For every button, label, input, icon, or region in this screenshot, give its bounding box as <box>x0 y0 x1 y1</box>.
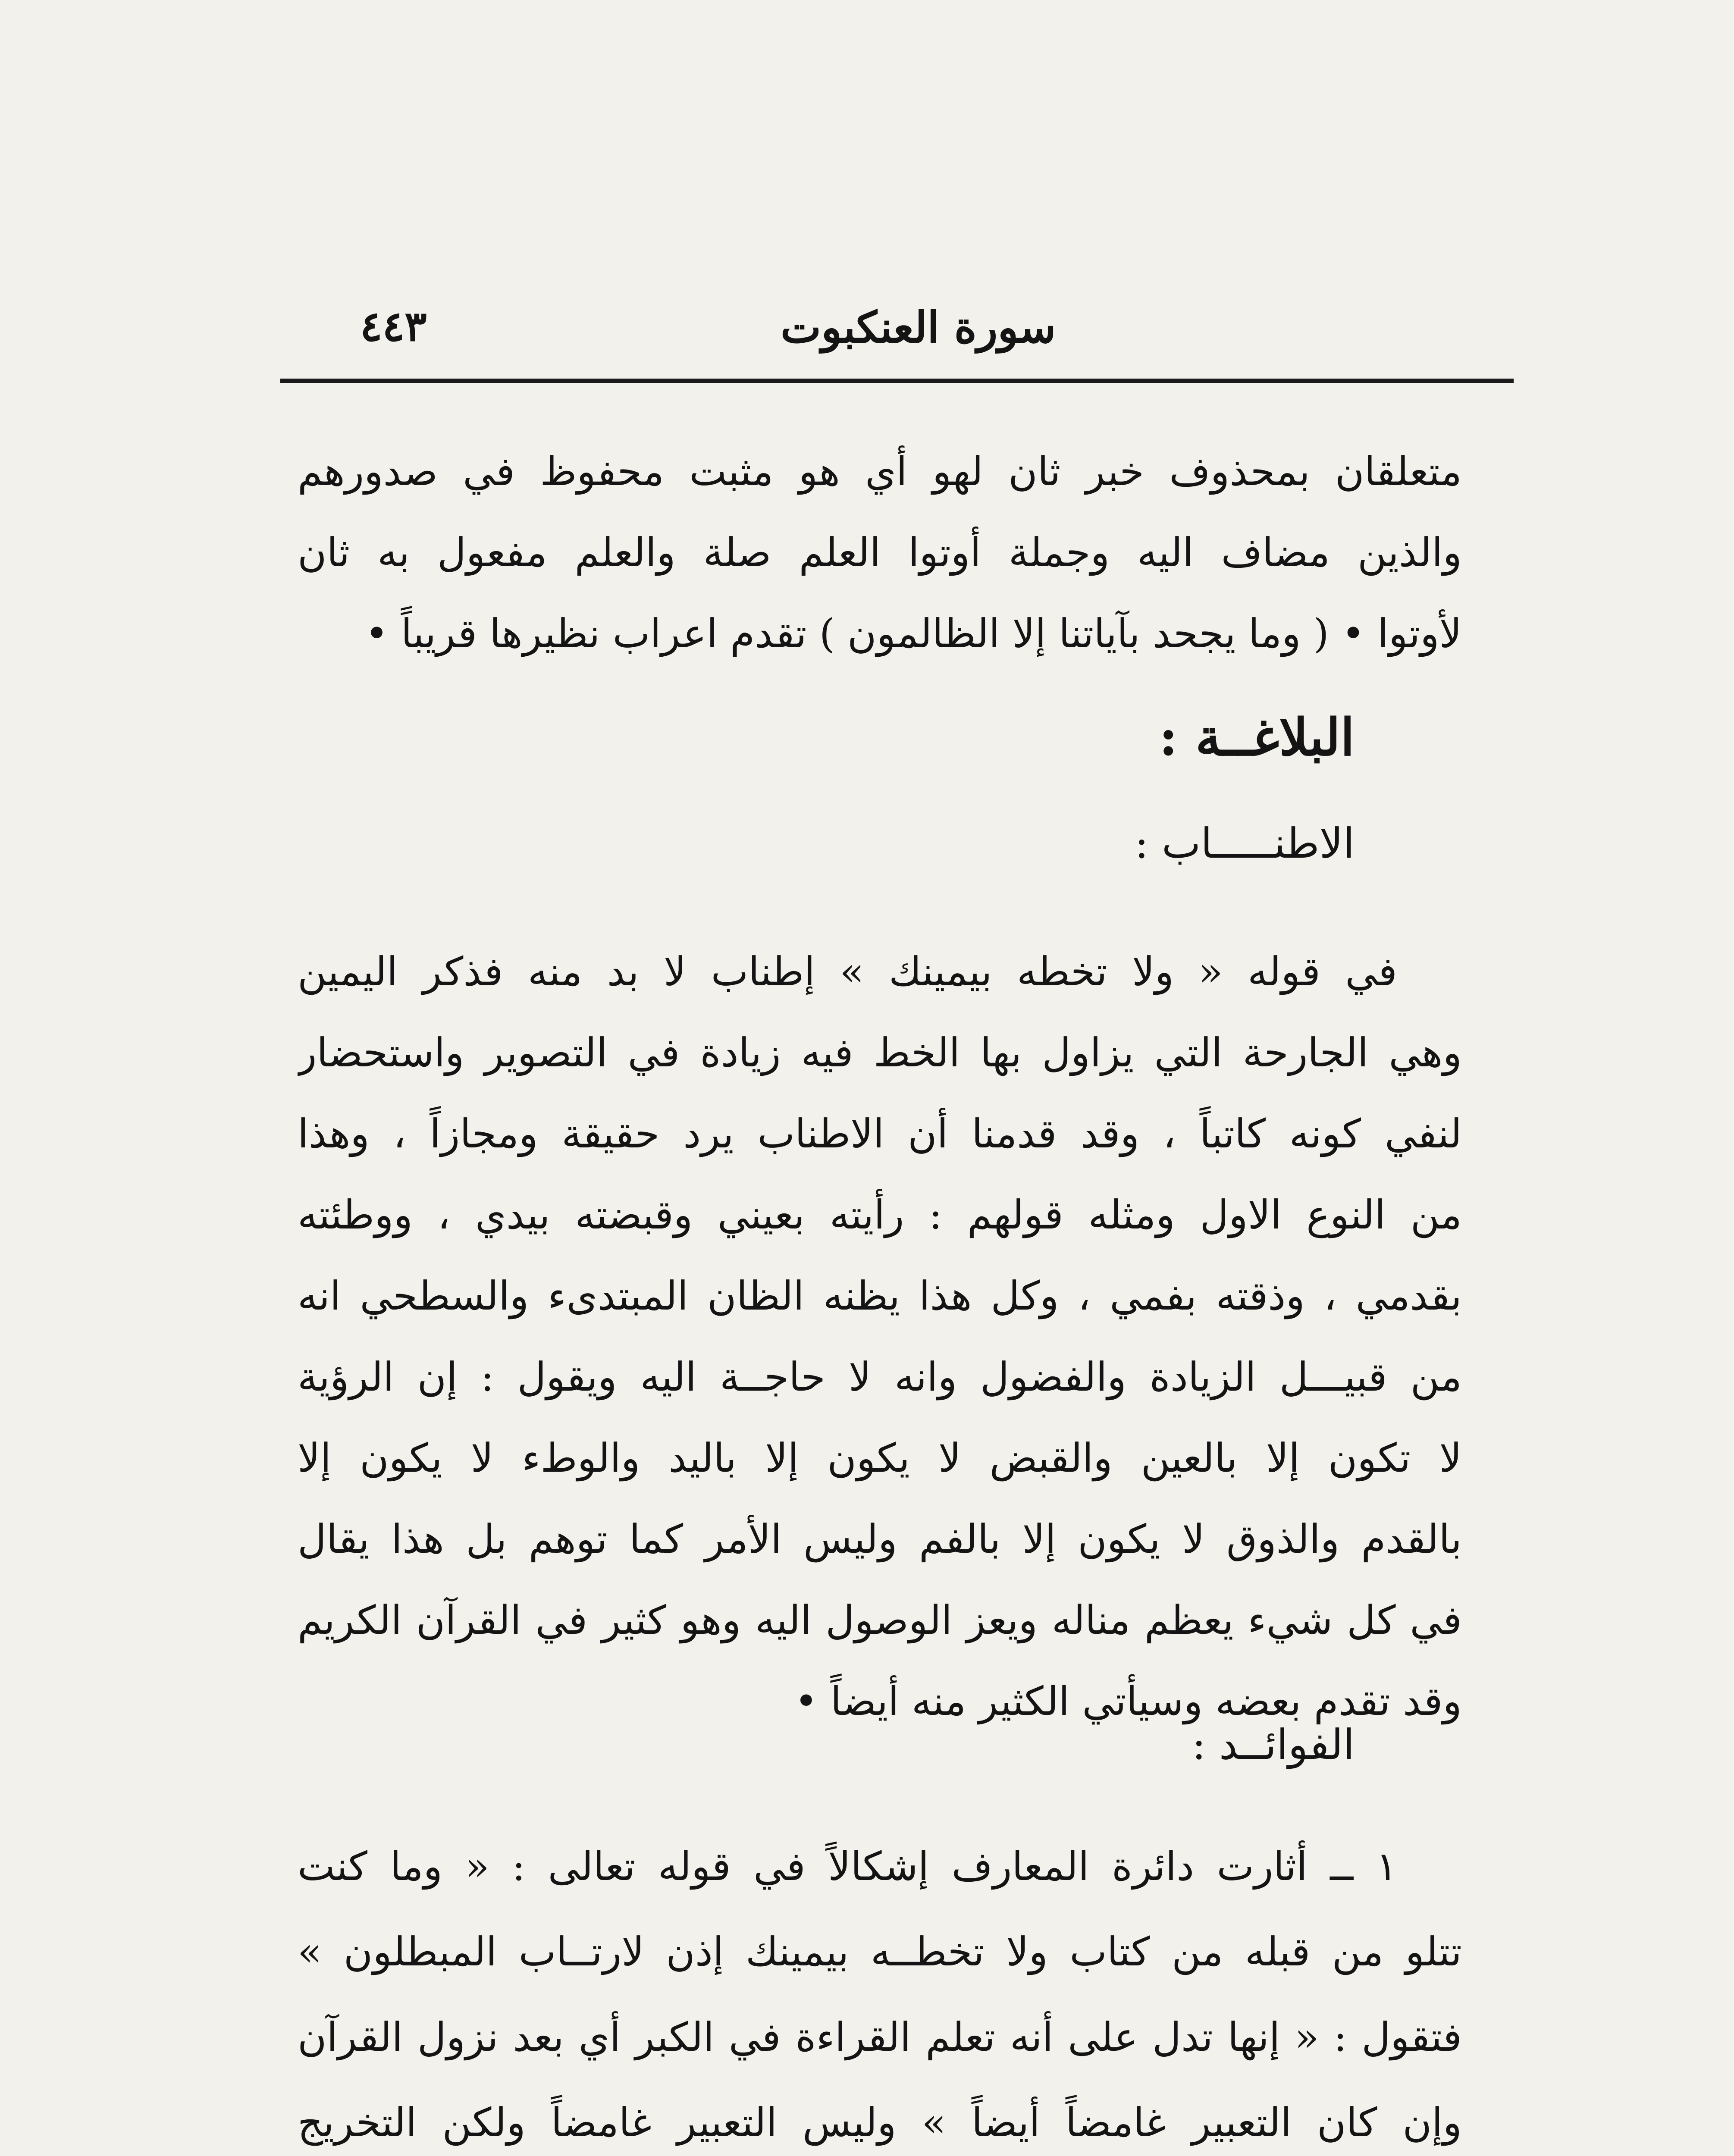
fawaid-paragraph <box>298 1824 1462 2156</box>
text-line: وهي الجارحة التي يزاول بها الخط فيه زيادة في التصوير واستحضار <box>298 1030 1462 1076</box>
itnab-paragraph <box>298 931 1462 1742</box>
text-line: من قبيـــل الزيادة والفضول وانه لا حاجــة اليه ويقول : إن الرؤية <box>298 1354 1462 1400</box>
text-line: في كل شيء يعظم مناله ويعز الوصول اليه وهو كثير في القرآن الكريم <box>298 1597 1462 1643</box>
text-line: لنفي كونه كاتباً ، وقد قدمنا أن الاطناب يرد حقيقة ومجازاً ، وهذا <box>298 1111 1462 1157</box>
page-number: ٤٤٣ <box>360 302 427 351</box>
surah-title: سورة العنكبوت <box>781 302 1056 353</box>
intro-paragraph <box>298 431 1462 674</box>
text-line: بقدمي ، وذقته بفمي ، وكل هذا يظنه الظان المبتدىء والسطحي انه <box>298 1273 1462 1319</box>
text-line: في قوله « ولا تخطه بيمينك » إطناب لا بد منه فذكر اليمين <box>298 949 1397 995</box>
itnab-subheading: الاطنـــــاب : <box>1135 819 1355 868</box>
text-line: بالقدم والذوق لا يكون إلا بالفم وليس الأمر كما توهم بل هذا يقال <box>298 1516 1462 1562</box>
text-line: تتلو من قبله من كتاب ولا تخطــه بيمينك إذن لارتــاب المبطلون » <box>298 1929 1462 1975</box>
fawaid-heading: الفوائــد : <box>1192 1720 1355 1769</box>
text-line: والذين مضاف اليه وجملة أوتوا العلم صلة والعلم مفعول به ثان <box>298 530 1462 576</box>
text-line: وإن كان التعبير غامضاً أيضاً » وليس التعبير غامضاً ولكن التخريج <box>298 2100 1462 2146</box>
text-line: متعلقان بمحذوف خبر ثان لهو أي هو مثبت محفوظ في صدورهم <box>298 448 1462 495</box>
text-line: من النوع الاول ومثله قولهم : رأيته بعيني وقبضته بيدي ، ووطئته <box>298 1192 1462 1238</box>
text-line: لأوتوا • ( وما يجحد بآياتنا إلا الظالمون ) تقدم اعراب نظيرها قريباً • <box>365 611 1462 657</box>
page-header <box>280 302 1514 358</box>
text-line: وقد تقدم بعضه وسيأتي الكثير منه أيضاً • <box>794 1678 1462 1724</box>
balagha-heading: البلاغــة : <box>1159 707 1355 767</box>
text-line: ١ ــ أثارت دائرة المعارف إشكالاً في قوله تعالى : « وما كنت <box>298 1843 1397 1890</box>
text-line: لا تكون إلا بالعين والقبض لا يكون إلا باليد والوطء لا يكون إلا <box>298 1435 1462 1481</box>
text-line: فتقول : « إنها تدل على أنه تعلم القراءة في الكبر أي بعد نزول القرآن <box>298 2014 1462 2060</box>
header-divider <box>280 379 1514 383</box>
